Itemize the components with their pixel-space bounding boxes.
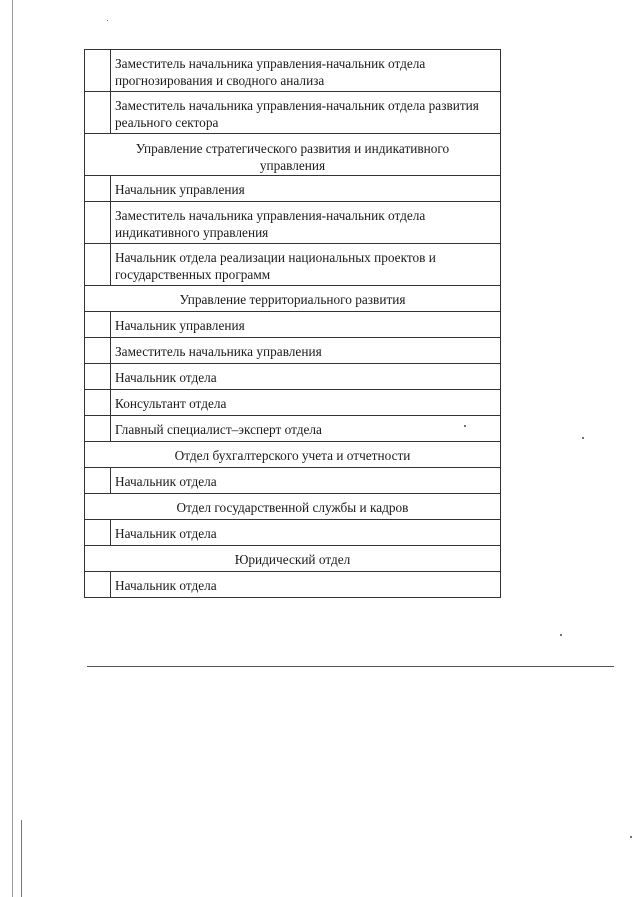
table-row [85,416,501,442]
table-row [85,364,501,390]
number-cell [85,244,111,286]
section-row [85,286,501,312]
position-cell: Начальник отдела [111,520,501,546]
table-row [85,390,501,416]
table-row [85,572,501,598]
section-heading: Управление стратегического развития и индикативного управления [85,134,501,176]
scan-speck [464,425,466,427]
position-cell: Консультант отдела [111,390,501,416]
number-cell [85,312,111,338]
number-cell [85,202,111,244]
table-row [85,312,501,338]
number-cell [85,176,111,202]
number-cell [85,92,111,134]
section-heading: Отдел бухгалтерского учета и отчетности [85,442,501,468]
number-cell [85,416,111,442]
table-row [85,50,501,92]
position-cell: Начальник отдела [111,572,501,598]
table-row [85,468,501,494]
table-row [85,202,501,244]
number-cell [85,572,111,598]
number-cell [85,338,111,364]
number-cell [85,50,111,92]
position-cell: Начальник управления [111,176,501,202]
number-cell [85,468,111,494]
scan-edge-line [12,0,13,897]
section-heading: Юридический отдел [85,546,501,572]
position-cell: Заместитель начальника управления [111,338,501,364]
position-cell: Начальник отдела [111,468,501,494]
scan-speck [107,20,108,21]
section-row [85,134,501,176]
scan-speck [630,836,632,838]
scan-speck [582,437,584,439]
number-cell [85,520,111,546]
table-row [85,92,501,134]
position-cell: Начальник отдела реализации национальных проектов и государственных программ [111,244,501,286]
section-heading: Управление территориального развития [85,286,501,312]
footer-rule [87,666,614,667]
scan-edge-line [21,820,22,897]
number-cell [85,364,111,390]
position-cell: Заместитель начальника управления-начальник отдела развития реального сектора [111,92,501,134]
section-row [85,442,501,468]
table-row [85,176,501,202]
scan-speck [560,634,562,636]
table-row [85,520,501,546]
section-row [85,546,501,572]
section-heading: Отдел государственной службы и кадров [85,494,501,520]
position-cell: Начальник отдела [111,364,501,390]
section-row [85,494,501,520]
number-cell [85,390,111,416]
positions-table [84,49,501,598]
position-cell: Начальник управления [111,312,501,338]
position-cell: Заместитель начальника управления-начальник отдела индикативного управления [111,202,501,244]
table-row [85,244,501,286]
table-row [85,338,501,364]
position-cell: Заместитель начальника управления-начальник отдела прогнозирования и сводного анализа [111,50,501,92]
position-cell: Главный специалист–эксперт отдела [111,416,501,442]
